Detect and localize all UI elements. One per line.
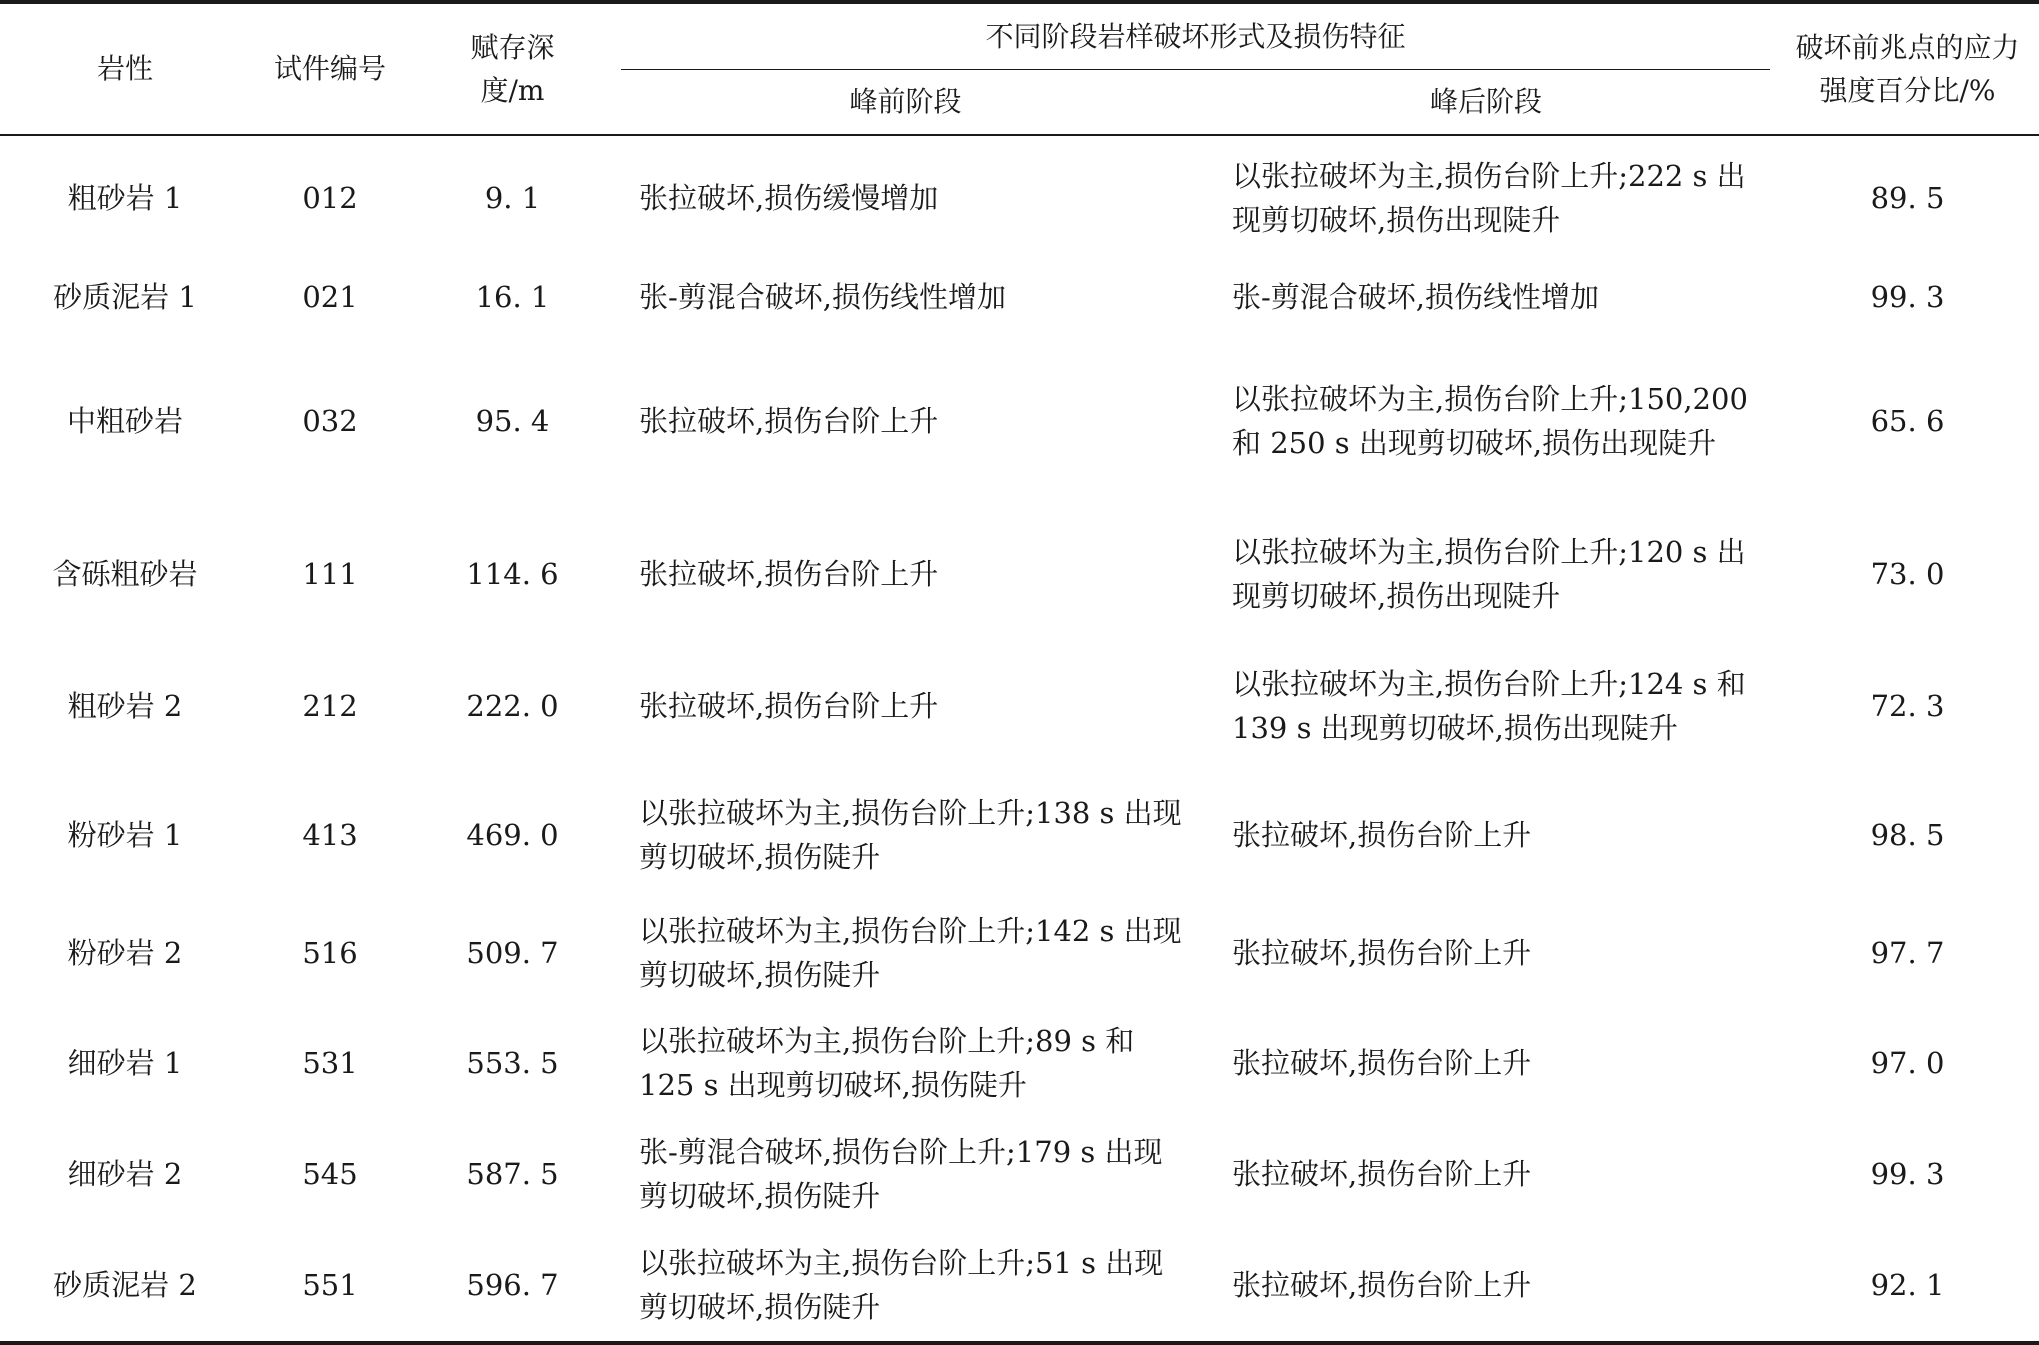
cell-lithology: 粗砂岩 2 [67, 688, 183, 723]
cell-ratio: 97. 7 [1870, 936, 1945, 970]
table-row [0, 898, 2039, 1008]
cell-post-peak: 以张拉破坏为主,损伤台阶上升;150,200 和 250 s 出现剪切破坏,损伤出现陡升 [1232, 382, 1748, 460]
cell-ratio: 65. 6 [1870, 404, 1945, 438]
cell-pre-peak: 以张拉破坏为主,损伤台阶上升;51 s 出现剪切破坏,损伤陡升 [615, 1229, 1196, 1343]
table-row [0, 508, 2039, 640]
cell-post-peak: 以张拉破坏为主,损伤台阶上升;120 s 出现剪切破坏,损伤出现陡升 [1232, 535, 1746, 613]
cell-pre-peak: 张-剪混合破坏,损伤线性增加 [639, 279, 1007, 314]
cell-pre-peak: 以张拉破坏为主,损伤台阶上升;89 s 和 125 s 出现剪切破坏,损伤陡升 [639, 1024, 1135, 1102]
header-depth-line1: 赋存深 [470, 30, 555, 64]
table-row [0, 1008, 2039, 1118]
cell-ratio: 97. 0 [1870, 1046, 1945, 1080]
cell-ratio: 73. 0 [1870, 557, 1945, 591]
cell-depth: 587. 5 [466, 1156, 559, 1191]
header-post-peak-label: 峰后阶段 [1430, 85, 1543, 119]
cell-specimen-id: 012 [302, 180, 358, 215]
header-pre-peak-label: 峰前阶段 [849, 85, 962, 119]
header-group-rule [621, 5, 1770, 70]
header-depth-line2: 度/m [480, 74, 545, 107]
cell-specimen-id: 516 [302, 936, 358, 970]
cell-depth: 16. 1 [475, 279, 550, 314]
cell-specimen-id: 551 [250, 1229, 410, 1343]
cell-depth: 9. 1 [484, 180, 541, 215]
cell-ratio: 99. 3 [1870, 279, 1945, 314]
header-lithology [0, 2, 250, 135]
table-row [0, 1118, 2039, 1229]
cell-depth: 95. 4 [475, 404, 550, 438]
cell-pre-peak: 张-剪混合破坏,损伤台阶上升;179 s 出现剪切破坏,损伤陡升 [639, 1134, 1163, 1213]
cell-post-peak: 张-剪混合破坏,损伤线性增加 [1232, 279, 1600, 314]
cell-specimen-id: 212 [302, 688, 358, 723]
cell-pre-peak: 张拉破坏,损伤台阶上升 [639, 404, 939, 438]
cell-pre-peak: 以张拉破坏为主,损伤台阶上升;142 s 出现剪切破坏,损伤陡升 [639, 914, 1182, 992]
table-row [0, 1229, 2039, 1343]
header-specimen-no-label: 试件编号 [273, 52, 386, 86]
cell-ratio: 72. 3 [1870, 688, 1945, 723]
cell-specimen-id: 531 [302, 1046, 358, 1080]
header-ratio-line1: 破坏前兆点的应力 [1795, 30, 2020, 64]
cell-depth: 509. 7 [466, 936, 559, 970]
table-row [0, 640, 2039, 771]
header-ratio-line2: 强度百分比/% [1819, 74, 1996, 107]
cell-specimen-id: 021 [302, 279, 358, 314]
cell-specimen-id: 545 [302, 1156, 358, 1191]
cell-lithology: 细砂岩 2 [67, 1156, 183, 1191]
header-lithology-label: 岩性 [96, 52, 153, 86]
cell-lithology: 砂质泥岩 1 [53, 279, 197, 314]
cell-post-peak: 以张拉破坏为主,损伤台阶上升;222 s 出现剪切破坏,损伤出现陡升 [1232, 158, 1746, 237]
cell-depth: 553. 5 [466, 1046, 559, 1080]
table-row [0, 135, 2039, 259]
table-row [0, 259, 2039, 334]
cell-post-peak: 张拉破坏,损伤台阶上升 [1232, 1156, 1532, 1191]
cell-specimen-id: 413 [302, 817, 358, 852]
cell-lithology: 粗砂岩 1 [67, 180, 183, 215]
cell-specimen-id: 032 [302, 404, 358, 438]
header-group-label: 不同阶段岩样破坏形式及损伤特征 [985, 19, 1406, 53]
header-post-peak [1196, 70, 1776, 135]
cell-lithology: 粉砂岩 2 [67, 936, 183, 970]
table-body [0, 135, 2039, 1343]
cell-lithology: 粉砂岩 1 [67, 817, 183, 852]
cell-post-peak: 张拉破坏,损伤台阶上升 [1232, 936, 1532, 970]
table-row [0, 771, 2039, 898]
cell-post-peak: 以张拉破坏为主,损伤台阶上升;124 s 和 139 s 出现剪切破坏,损伤出现陡升 [1232, 666, 1746, 745]
cell-ratio: 99. 3 [1870, 1156, 1945, 1191]
cell-depth: 596. 7 [410, 1229, 615, 1343]
cell-lithology: 中粗砂岩 [66, 404, 183, 438]
cell-depth: 222. 0 [466, 688, 559, 723]
cell-specimen-id: 111 [302, 557, 358, 591]
header-ratio [1776, 2, 2039, 135]
cell-lithology: 砂质泥岩 2 [0, 1229, 250, 1343]
table-row [0, 334, 2039, 508]
header-depth [410, 2, 615, 135]
cell-pre-peak: 张拉破坏,损伤台阶上升 [639, 688, 939, 723]
cell-post-peak: 张拉破坏,损伤台阶上升 [1232, 817, 1532, 852]
cell-ratio: 89. 5 [1870, 180, 1945, 215]
header-pre-peak [615, 70, 1196, 135]
table-header [0, 2, 2039, 135]
cell-pre-peak: 张拉破坏,损伤缓慢增加 [639, 180, 939, 215]
cell-pre-peak: 以张拉破坏为主,损伤台阶上升;138 s 出现剪切破坏,损伤陡升 [639, 795, 1182, 874]
cell-lithology: 含砾粗砂岩 [52, 557, 198, 591]
header-group [615, 2, 1776, 70]
cell-post-peak: 张拉破坏,损伤台阶上升 [1232, 1046, 1532, 1080]
cell-depth: 469. 0 [466, 817, 559, 852]
header-specimen-no [250, 2, 410, 135]
cell-ratio: 98. 5 [1870, 817, 1945, 852]
cell-pre-peak: 张拉破坏,损伤台阶上升 [639, 557, 939, 591]
cell-ratio: 92. 1 [1776, 1229, 2039, 1343]
cell-depth: 114. 6 [466, 557, 559, 591]
cell-post-peak: 张拉破坏,损伤台阶上升 [1196, 1229, 1776, 1343]
cell-lithology: 细砂岩 1 [67, 1046, 183, 1080]
